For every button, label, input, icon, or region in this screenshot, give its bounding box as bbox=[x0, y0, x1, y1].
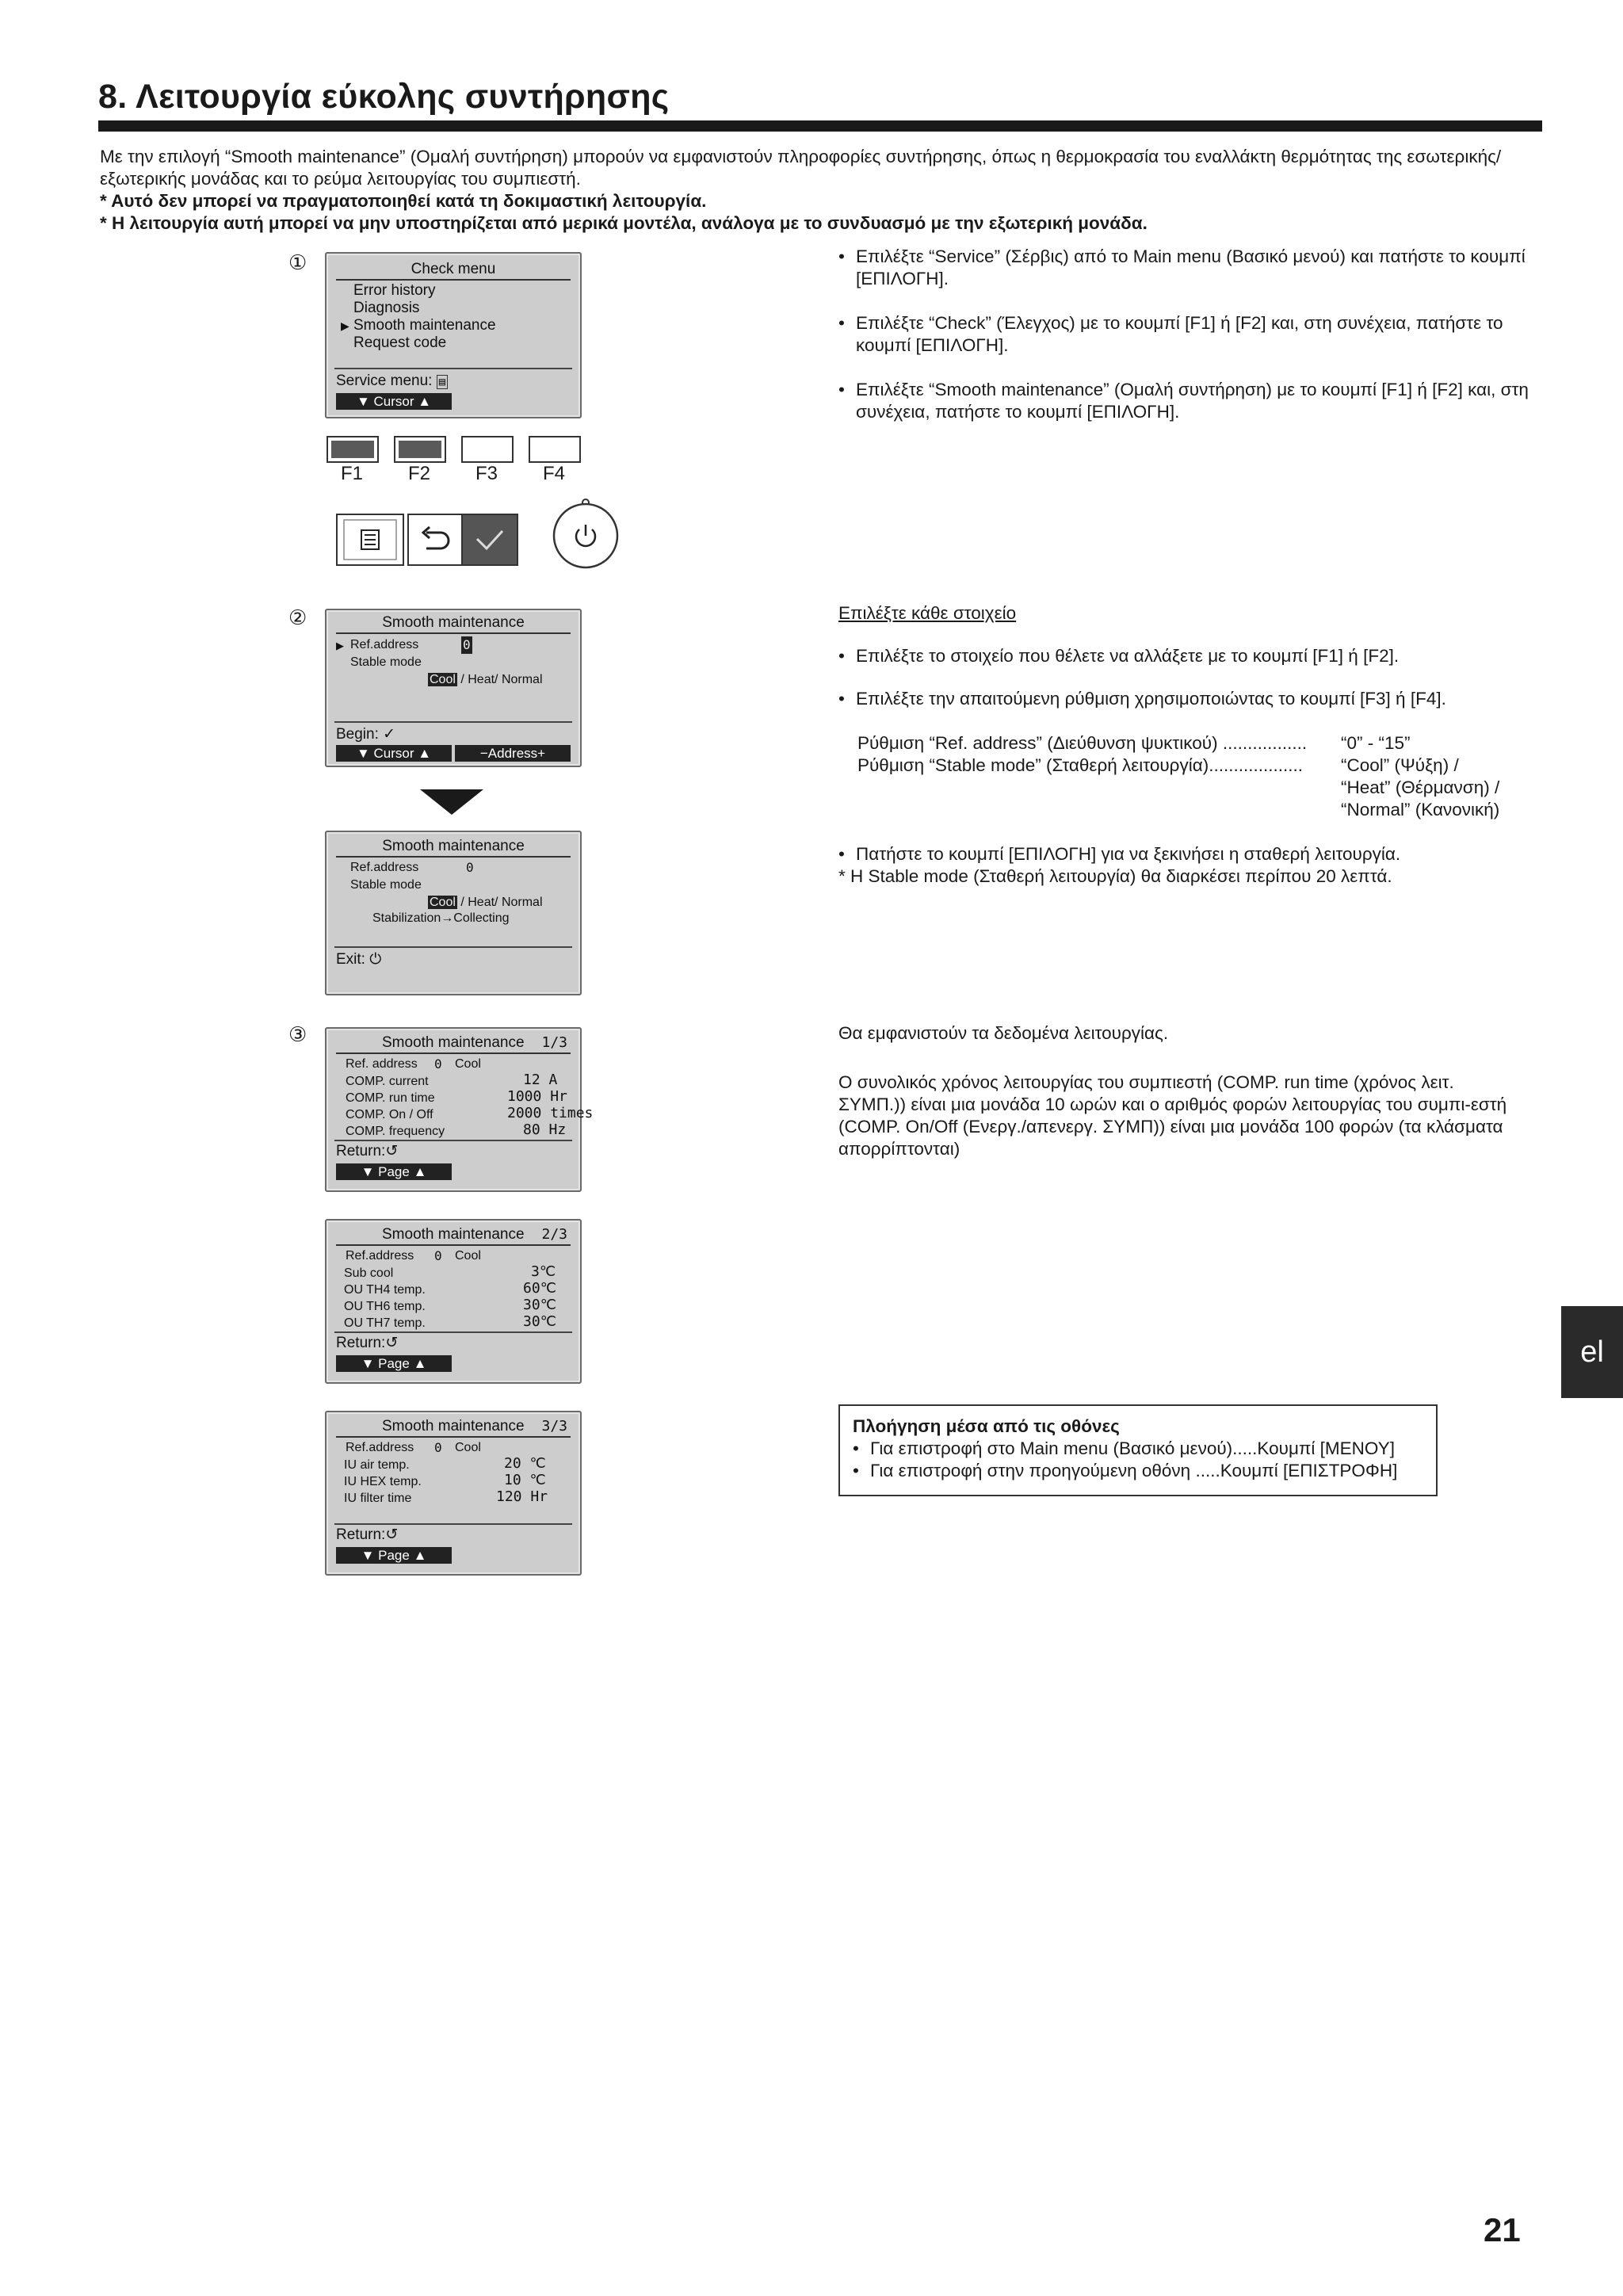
ref-address-value: 0 bbox=[434, 1440, 442, 1455]
return-button[interactable] bbox=[407, 514, 463, 566]
row-label: COMP. current bbox=[346, 1075, 429, 1088]
power-button[interactable] bbox=[550, 498, 621, 569]
mode-cool-selected: Cool bbox=[430, 896, 456, 909]
cursor-bar: ▼ Cursor ▲ bbox=[336, 745, 452, 762]
return-label: Return:↺ bbox=[336, 1526, 399, 1543]
service-menu-label: Service menu: ▤ bbox=[336, 372, 448, 391]
return-label: Return:↺ bbox=[336, 1335, 399, 1351]
ref-address-label: Ref.address bbox=[350, 861, 419, 874]
select-button[interactable] bbox=[461, 514, 518, 566]
stable-mode-options: Cool / Heat/ Normal bbox=[430, 896, 543, 909]
setting-stable-mode-value-3: “Normal” (Κανονική) bbox=[1341, 800, 1500, 819]
row-value: 12 A bbox=[523, 1072, 558, 1088]
ref-address-value: 0 bbox=[434, 1056, 442, 1072]
title-rule bbox=[98, 120, 1542, 132]
step-2-start-text bbox=[838, 843, 1552, 888]
navigation-bullet-2: • Για επιστροφή στην προηγούμενη οθόνη .....Κουμπί [ΕΠΙΣΤΡΟΦΗ] bbox=[853, 1460, 1423, 1482]
f4-button[interactable] bbox=[529, 436, 581, 463]
step-2-note: * Η Stable mode (Σταθερή λειτουργία) θα διαρκέσει περίπου 20 λεπτά. bbox=[838, 866, 1392, 886]
stable-mode-label: Stable mode bbox=[350, 878, 422, 892]
step-1-bullet-2: • Επιλέξτε “Check” (Έλεγχος) με το κουμπί [F1] ή [F2] και, στη συνέχεια, πατήστε το κουμπί [ΕΠΙΛΟΓΗ]. bbox=[838, 312, 1552, 357]
ref-address-value[interactable]: 0 bbox=[463, 637, 471, 652]
row-value: 2000 times bbox=[507, 1105, 594, 1121]
page-bar: ▼ Page ▲ bbox=[336, 1547, 452, 1564]
step-2-text bbox=[838, 602, 1552, 710]
row-value: 20 ℃ bbox=[504, 1455, 546, 1472]
stable-mode-options[interactable]: Cool / Heat/ Normal bbox=[430, 673, 543, 686]
address-bar: −Address+ bbox=[455, 745, 571, 762]
status-text: Stabilization→Collecting bbox=[372, 911, 510, 925]
menu-item-error-history[interactable]: Error history bbox=[353, 282, 436, 299]
intro-block bbox=[100, 146, 1550, 235]
row-value: 120 Hr bbox=[496, 1488, 548, 1505]
return-arrow-icon bbox=[409, 515, 461, 564]
screen-divider bbox=[334, 1523, 572, 1525]
page-title: 8. Λειτουργία εύκολης συντήρησης bbox=[98, 78, 670, 116]
row-label: OU TH7 temp. bbox=[344, 1316, 426, 1330]
intro-note-2: * Η λειτουργία αυτή μπορεί να μην υποστηρίζεται από μερικά μοντέλα, ανάλογα με το συνδυασμό με την εξωτερική μονάδα. bbox=[100, 213, 1148, 233]
smooth-maintenance-collecting-screen bbox=[325, 831, 582, 995]
intro-note-1: * Αυτό δεν μπορεί να πραγματοποιηθεί κατά τη δοκιμαστική λειτουργία. bbox=[100, 191, 707, 211]
data-page-2-screen bbox=[325, 1219, 582, 1384]
intro-text: Με την επιλογή “Smooth maintenance” (Ομαλή συντήρηση) μπορούν να εμφανιστούν πληροφορίες συντήρησης, όπως η θερμοκρασία του εναλλάκτη θερμότητας της εσωτερικής/εξωτερικής μονάδας και το ρεύμα λειτουργίας του συμπιεστή. bbox=[100, 147, 1502, 189]
f4-label: F4 bbox=[543, 463, 566, 484]
step-1-bullet-1: • Επιλέξτε “Service” (Σέρβις) από το Main menu (Βασικό μενού) και πατήστε το κουμπί [ΕΠΙΛΟΓΗ]. bbox=[838, 246, 1552, 290]
begin-label: Begin: ✓ bbox=[336, 726, 396, 743]
setting-ref-address-label: Ρύθμιση “Ref. address” (Διεύθυνση ψυκτικού) ................. bbox=[857, 733, 1308, 753]
screen-divider bbox=[334, 1331, 572, 1333]
screen-title: Smooth maintenance 1/3 bbox=[336, 1033, 571, 1054]
page-bar: ▼ Page ▲ bbox=[336, 1355, 452, 1372]
f1-button[interactable] bbox=[327, 436, 379, 463]
return-icon: ↺ bbox=[385, 1526, 399, 1543]
row-value: 30℃ bbox=[523, 1297, 556, 1313]
page-number: 21 bbox=[1484, 2211, 1521, 2248]
screen-title: Smooth maintenance bbox=[336, 613, 571, 634]
setting-stable-mode-value-2: “Heat” (Θέρμανση) / bbox=[1341, 777, 1500, 797]
step-3-text bbox=[838, 1022, 1520, 1160]
navigation-title: Πλοήγηση μέσα από τις οθόνες bbox=[853, 1416, 1120, 1436]
setting-stable-mode-label: Ρύθμιση “Stable mode” (Σταθερή λειτουργία)................... bbox=[857, 755, 1304, 775]
navigation-box bbox=[838, 1404, 1438, 1496]
checkmark-icon bbox=[463, 515, 517, 564]
mode-value: Cool bbox=[455, 1057, 481, 1071]
row-value: 80 Hz bbox=[523, 1121, 567, 1138]
mode-value: Cool bbox=[455, 1249, 481, 1263]
step-2-bullet-3: • Πατήστε το κουμπί [ΕΠΙΛΟΓΗ] για να ξεκινήσει η σταθερή λειτουργία. bbox=[838, 843, 1552, 865]
screen-title: Smooth maintenance 2/3 bbox=[336, 1225, 571, 1246]
ref-address-label: Ref.address bbox=[346, 1441, 414, 1454]
f2-label: F2 bbox=[408, 463, 431, 484]
row-label: IU air temp. bbox=[344, 1458, 410, 1472]
menu-item-request-code[interactable]: Request code bbox=[353, 334, 447, 351]
exit-label: Exit: ⏻ bbox=[336, 951, 382, 968]
return-label: Return:↺ bbox=[336, 1143, 399, 1159]
power-icon bbox=[550, 498, 621, 569]
ref-address-value: 0 bbox=[466, 860, 474, 875]
stable-mode-label[interactable]: Stable mode bbox=[350, 655, 422, 669]
row-label: IU filter time bbox=[344, 1492, 412, 1505]
page-indicator: 2/3 bbox=[541, 1226, 567, 1243]
step-1-bullet-3: • Επιλέξτε “Smooth maintenance” (Ομαλή συντήρηση) με το κουμπί [F1] ή [F2] και, στη συνέχεια, πατήστε το κουμπί [ΕΠΙΛΟΓΗ]. bbox=[838, 379, 1552, 423]
row-label: COMP. run time bbox=[346, 1091, 435, 1105]
screen-title: Smooth maintenance bbox=[336, 837, 571, 858]
menu-item-smooth-maintenance[interactable]: Smooth maintenance bbox=[353, 317, 496, 334]
row-label: OU TH4 temp. bbox=[344, 1283, 426, 1297]
step-2-bullet-1: • Επιλέξτε το στοιχείο που θέλετε να αλλάξετε με το κουμπί [F1] ή [F2]. bbox=[838, 645, 1552, 667]
mode-cool-selected: Cool bbox=[430, 673, 456, 686]
menu-icon: ▤ bbox=[437, 375, 448, 389]
setting-ref-address-value: “0” - “15” bbox=[1341, 733, 1411, 753]
ref-address-value: 0 bbox=[434, 1248, 442, 1263]
data-page-1-screen bbox=[325, 1027, 594, 1192]
screen-divider bbox=[334, 368, 572, 369]
row-label: OU TH6 temp. bbox=[344, 1300, 426, 1313]
row-label: IU HEX temp. bbox=[344, 1475, 422, 1488]
screen-title: Check menu bbox=[336, 260, 571, 281]
row-label: COMP. On / Off bbox=[346, 1108, 433, 1121]
cursor-bar: ▼ Cursor ▲ bbox=[336, 393, 452, 410]
f3-button[interactable] bbox=[461, 436, 514, 463]
ref-address-label[interactable]: Ref.address bbox=[350, 638, 419, 651]
page-indicator: 3/3 bbox=[541, 1418, 567, 1435]
f2-button[interactable] bbox=[394, 436, 446, 463]
page-bar: ▼ Page ▲ bbox=[336, 1163, 452, 1180]
page-indicator: 1/3 bbox=[541, 1034, 567, 1051]
menu-list-icon bbox=[338, 515, 403, 564]
row-value: 30℃ bbox=[523, 1313, 556, 1330]
row-value: 3℃ bbox=[531, 1263, 556, 1280]
step-3-paragraph-2: Ο συνολικός χρόνος λειτουργίας του συμπιεστή (COMP. run time (χρόνος λειτ. ΣΥΜΠ.)) είναι μια μονάδα 10 ωρών και ο αριθμός φορών λειτουργίας του συμπι-εστή (COMP. On/Off (Ενεργ./απενεργ. ΣΥΜΠ)) είναι μια μονάδα 100 φορών (τα κλάσματα απορρίπτονται) bbox=[838, 1072, 1507, 1159]
checkmark-icon: ✓ bbox=[383, 726, 396, 743]
power-icon: ⏻ bbox=[369, 951, 382, 968]
mode-value: Cool bbox=[455, 1441, 481, 1454]
down-arrow-icon bbox=[420, 789, 483, 820]
f3-label: F3 bbox=[475, 463, 498, 484]
row-label: COMP. frequency bbox=[346, 1125, 445, 1138]
row-value: 1000 Hr bbox=[507, 1088, 567, 1105]
setting-stable-mode-value-1: “Cool” (Ψύξη) / bbox=[1341, 755, 1459, 775]
check-menu-screen bbox=[325, 252, 582, 418]
cursor-arrow-icon: ▶ bbox=[341, 319, 349, 332]
ref-address-label: Ref. address bbox=[346, 1057, 418, 1071]
step-2-marker: ② bbox=[288, 606, 307, 629]
step-3-marker: ③ bbox=[288, 1022, 307, 1046]
row-value: 60℃ bbox=[523, 1280, 556, 1297]
row-label: Sub cool bbox=[344, 1266, 394, 1280]
navigation-bullet-1: • Για επιστροφή στο Main menu (Βασικό μενού).....Κουμπί [ΜΕΝΟΥ] bbox=[853, 1438, 1423, 1460]
data-page-3-screen bbox=[325, 1411, 582, 1576]
return-icon: ↺ bbox=[385, 1335, 399, 1351]
cursor-arrow-icon: ▶ bbox=[336, 640, 344, 651]
screen-divider bbox=[334, 946, 572, 948]
row-value: 10 ℃ bbox=[504, 1472, 546, 1488]
f1-label: F1 bbox=[341, 463, 364, 484]
step-2-heading: Επιλέξτε κάθε στοιχείο bbox=[838, 603, 1017, 623]
language-tab: el bbox=[1561, 1306, 1623, 1398]
smooth-maintenance-setup-screen bbox=[325, 609, 582, 767]
menu-button[interactable] bbox=[336, 514, 404, 566]
menu-item-diagnosis[interactable]: Diagnosis bbox=[353, 300, 420, 316]
screen-divider bbox=[334, 1140, 572, 1141]
step-2-bullet-2: • Επιλέξτε την απαιτούμενη ρύθμιση χρησιμοποιώντας το κουμπί [F3] ή [F4]. bbox=[838, 688, 1552, 710]
return-icon: ↺ bbox=[385, 1143, 399, 1159]
screen-title: Smooth maintenance 3/3 bbox=[336, 1417, 571, 1438]
ref-address-label: Ref.address bbox=[346, 1249, 414, 1263]
step-1-text bbox=[838, 246, 1552, 423]
step-3-paragraph-1: Θα εμφανιστούν τα δεδομένα λειτουργίας. bbox=[838, 1023, 1169, 1043]
screen-divider bbox=[334, 721, 572, 723]
step-1-marker: ① bbox=[288, 250, 307, 274]
